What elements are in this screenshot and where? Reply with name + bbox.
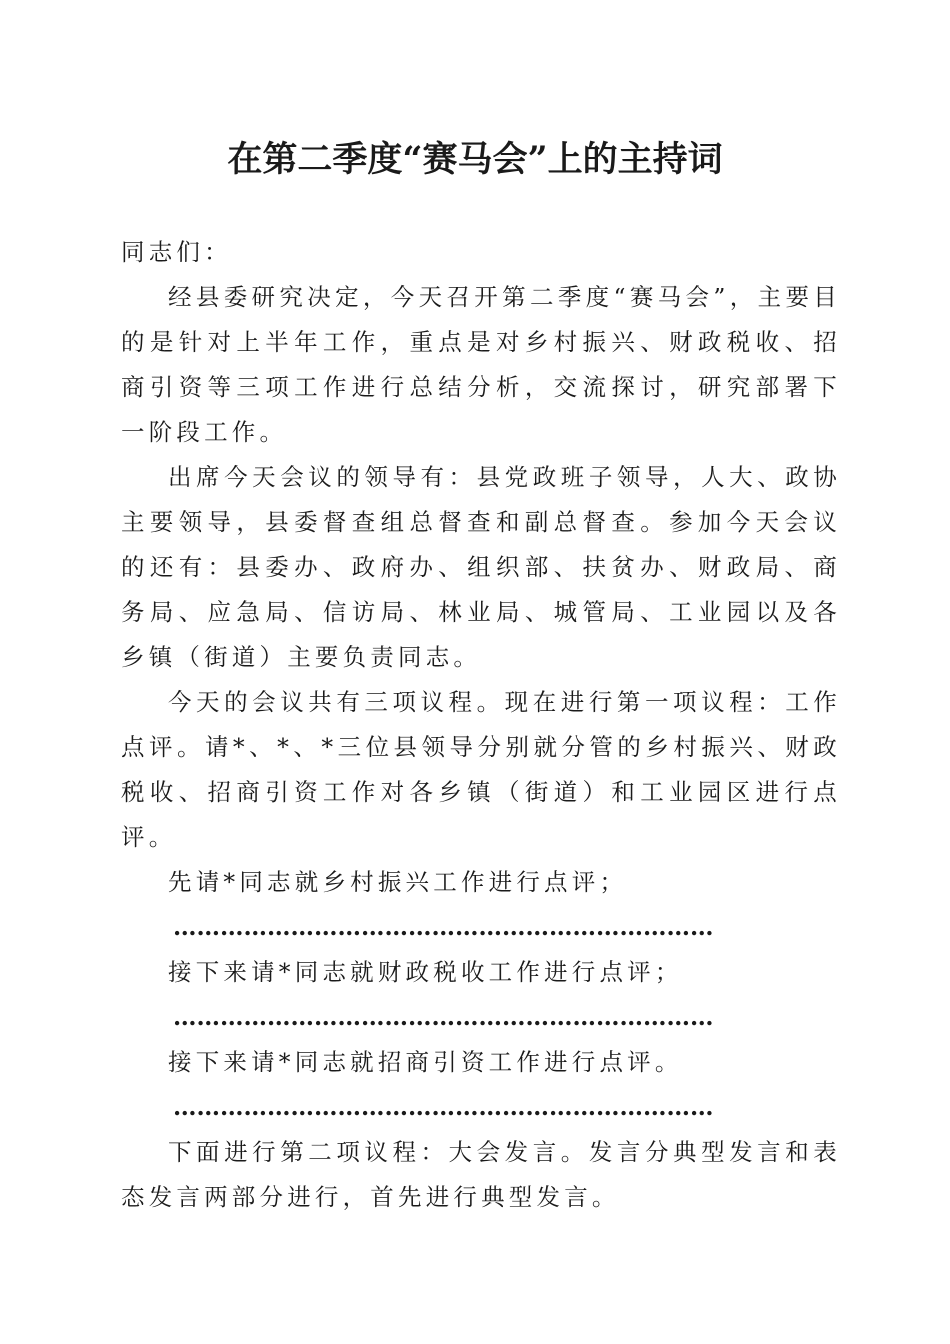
paragraph-finance-review: 接下来请*同志就财政税收工作进行点评；	[168, 958, 683, 986]
paragraph-purpose: 经县委研究决定，今天召开第二季度“赛马会”，主要目的是针对上半年工作，重点是对乡村振兴、财政税收、招商引资等三项工作进行总结分析，交流探讨，研究部署下一阶段工作。	[121, 283, 841, 446]
paragraph-agenda-two: 下面进行第二项议程：大会发言。发言分典型发言和表态发言两部分进行，首先进行典型发言。	[121, 1138, 841, 1211]
paragraph-rural-review: 先请*同志就乡村振兴工作进行点评；	[168, 868, 628, 896]
paragraph-investment-review: 接下来请*同志就招商引资工作进行点评。	[168, 1048, 683, 1076]
ellipsis-line-3: ……………………………………………………………	[173, 1093, 714, 1121]
ellipsis-line-1: ……………………………………………………………	[173, 913, 714, 941]
paragraph-attendees: 出席今天会议的领导有：县党政班子领导，人大、政协主要领导，县委督查组总督查和副总督查。参加今天会议的还有：县委办、政府办、组织部、扶贫办、财政局、商务局、应急局、信访局、林业局、城管局、工业园以及各乡镇（街道）主要负责同志。	[121, 463, 841, 671]
document-title: 在第二季度“赛马会”上的主持词	[227, 139, 723, 180]
ellipsis-line-2: ……………………………………………………………	[173, 1003, 714, 1031]
paragraph-agenda-one: 今天的会议共有三项议程。现在进行第一项议程：工作点评。请*、*、*三位县领导分别就分管的乡村振兴、财政税收、招商引资工作对各乡镇（街道）和工业园区进行点评。	[121, 688, 841, 851]
document-body	[121, 230, 841, 1220]
salutation: 同志们：	[121, 238, 232, 266]
